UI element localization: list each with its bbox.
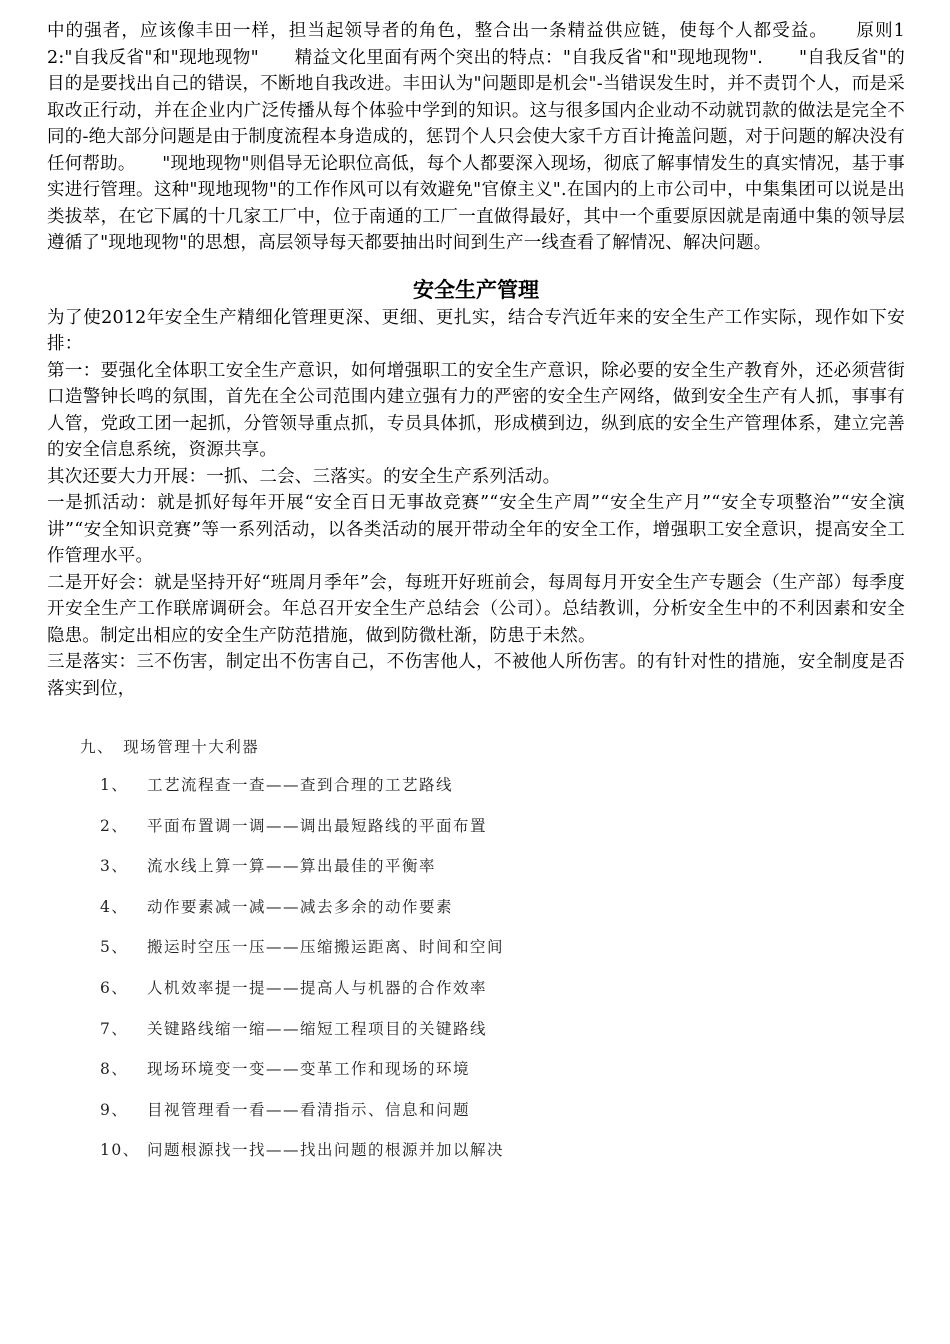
item-text: 工艺流程查一查——查到合理的工艺路线 [147,776,454,794]
item-number: 4、 [100,897,129,916]
item-text: 人机效率提一提——提高人与机器的合作效率 [147,978,488,997]
item-text: 流水线上算一算——算出最佳的平衡率 [147,857,437,876]
item-number: 2、 [100,816,129,835]
tools-heading: 九、 现场管理十大利器 [80,738,260,756]
safety-paragraph: 一是抓活动：就是抓好每年开展“安全百日无事故竞赛”“安全生产周”“安全生产月”“安全专项整治”“安全演讲”“安全知识竞赛”等一系列活动，以各类活动的展开带动全年的安全工作，增强职工安全意识，提高安全工作管理水平。 [47,493,905,566]
intro-paragraph: 中的强者，应该像丰田一样，担当起领导者的角色，整合出一条精益供应链，使每个人都受益。 原则12:"自我反省"和"现地现物" 精益文化里面有两个突出的特点："自我反省"和"现地现物". "自我反省"的目的是要找出自己的错误，不断地自我改进。丰田认为"问题即是机会"-当错误发生时，并不责罚个人，而是采取改正行动，并在企业内广泛传播从每个体验中学到的知识。这与很多国内企业动不动就罚款的做法是完全不同的-绝大部分问题是由于制度流程本身造成的，惩罚个人只会使大家千方百计掩盖问题，对于问题的解决没有任何帮助。 "现地现物"则倡导无论职位高低，每个人都要深入现场，彻底了解事情发生的真实情况，基于事实进行管理。这种"现地现物"的工作作风可以有效避免"官僚主义".在国内的上市公司中，中集集团可以说是出类拔萃，在它下属的十几家工厂中，位于南通的工厂一直做得最好，其中一个重要原因就是南通中集的领导层遵循了"现地现物"的思想，高层领导每天都要抽出时间到生产一线查看了解情况、解决问题。 [47,21,905,253]
list-item [100,895,504,936]
tools-list [100,773,504,1179]
item-text: 目视管理看一看——看清指示、信息和问题 [147,1100,471,1119]
list-item [100,854,504,895]
list-item [100,1017,504,1058]
item-number: 10、 [100,1141,140,1160]
list-item [100,1098,504,1139]
list-item [100,935,504,976]
item-number: 8、 [100,1060,129,1079]
list-item [100,1057,504,1098]
safety-paragraph: 为了使2012年安全生产精细化管理更深、更细、更扎实，结合专汽近年来的安全生产工作实际，现作如下安排： [47,307,905,354]
item-number: 3、 [100,857,129,876]
item-number: 6、 [100,978,129,997]
item-text: 问题根源找一找——找出问题的根源并加以解决 [147,1141,505,1160]
item-text: 关键路线缩一缩——缩短工程项目的关键路线 [147,1019,488,1038]
safety-paragraph: 第一：要强化全体职工安全生产意识，如何增强职工的安全生产意识，除必要的安全生产教育外，还必须营街口造警钟长鸣的氛围，首先在全公司范围内建立强有力的严密的安全生产网络，做到安全生产有人抓，事事有人管，党政工团一起抓，分管领导重点抓，专员具体抓，形成横到边，纵到底的安全生产管理体系，建立完善的安全信息系统，资源共享。 [47,360,905,460]
item-text: 平面布置调一调——调出最短路线的平面布置 [147,816,488,835]
document-page [47,18,905,702]
item-text: 搬运时空压一压——压缩搬运距离、时间和空间 [147,938,505,957]
item-number: 1、 [100,776,129,794]
list-item [100,814,504,855]
item-number: 5、 [100,938,129,957]
safety-paragraph: 三是落实：三不伤害，制定出不伤害自己，不伤害他人，不被他人所伤害。的有针对性的措施，安全制度是否落实到位， [47,652,905,699]
item-number: 7、 [100,1019,129,1038]
section-title: 安全生产管理 [413,277,539,302]
list-item [100,1138,504,1179]
list-item [100,773,504,814]
safety-paragraph: 其次还要大力开展：一抓、二会、三落实。的安全生产系列活动。 [47,466,561,487]
safety-paragraph: 二是开好会：就是坚持开好“班周月季年”会，每班开好班前会，每周每月开安全生产专题会（生产部）每季度开安全生产工作联席调研会。年总召开安全生产总结会（公司）。总结教训，分析安全生中的不利因素和安全隐患。制定出相应的安全生产防范措施，做到防微杜渐，防患于未然。 [47,572,905,646]
item-number: 9、 [100,1100,129,1119]
item-text: 动作要素减一减——减去多余的动作要素 [147,897,454,916]
list-item [100,976,504,1017]
item-text: 现场环境变一变——变革工作和现场的环境 [147,1060,471,1079]
